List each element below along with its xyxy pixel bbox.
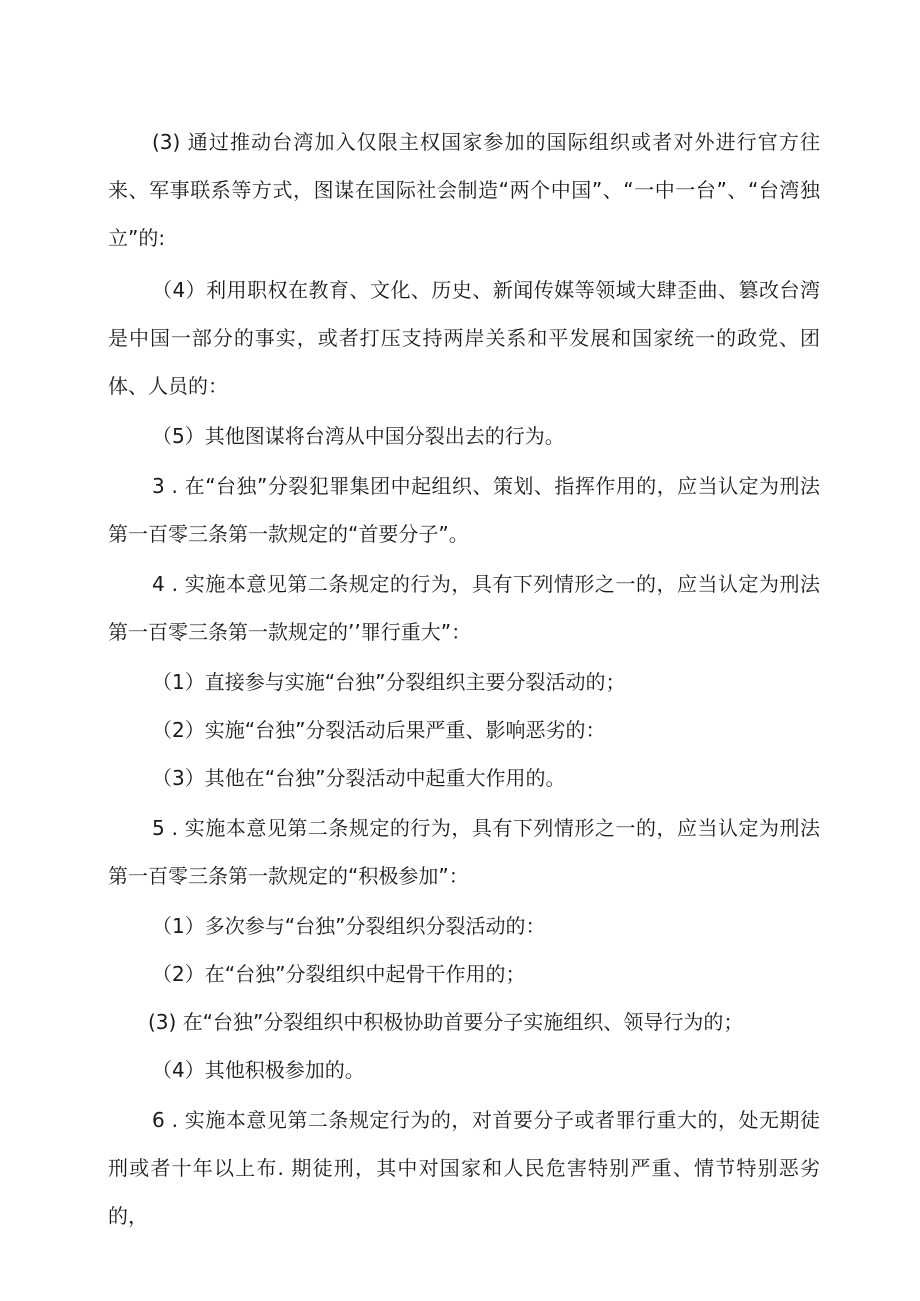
paragraph-5-other-acts: （5）其他图谋将台湾从中国分裂出去的行为。: [152, 424, 565, 448]
paragraph-5-item-3: (3) 在“台独”分裂组织中积极协助首要分子实施组织、领导行为的；: [148, 1010, 744, 1034]
paragraph-article-5: 5 . 实施本意见第二条规定的行为，具有下列情形之一的，应当认定为刑法第一百零三条第一款规定的“积极参加”：: [108, 816, 820, 888]
paragraph-article-6: 6 . 实施本意见第二条规定行为的，对首要分子或者罪行重大的，处无期徒刑或者十年以上布. 期徒刑，其中对国家和人民危害特别严重、情节特别恶劣的，: [108, 1108, 820, 1228]
paragraph-4-item-3: （3）其他在“台独”分裂活动中起重大作用的。: [152, 766, 566, 790]
paragraph-article-4: 4 . 实施本意见第二条规定的行为，具有下列情形之一的，应当认定为刑法第一百零三条第一款规定的’’罪行重大”：: [108, 572, 820, 644]
paragraph-5-item-4: （4）其他积极参加的。: [152, 1058, 365, 1082]
paragraph-5-item-1: （1）多次参与“台独”分裂组织分裂活动的：: [152, 914, 546, 938]
paragraph-4-item-1: （1）直接参与实施“台独”分裂组织主要分裂活动的；: [152, 670, 626, 694]
paragraph-5-item-2: （2）在“台独”分裂组织中起骨干作用的；: [152, 962, 526, 986]
paragraph-4-education: （4）利用职权在教育、文化、历史、新闻传媒等领域大肆歪曲、篡改台湾是中国一部分的事实，或者打压支持两岸关系和平发展和国家统一的政党、团体、人员的：: [108, 278, 820, 398]
paragraph-3-international: (3) 通过推动台湾加入仅限主权国家参加的国际组织或者对外进行官方往来、军事联系等方式，图谋在国际社会制造“两个中国”、“一中一台”、“台湾独立”的:: [108, 130, 820, 250]
paragraph-article-3: 3 . 在“台独”分裂犯罪集团中起组织、策划、指挥作用的，应当认定为刑法第一百零三条第一款规定的“首要分子”。: [108, 474, 820, 546]
paragraph-4-item-2: （2）实施“台独”分裂活动后果严重、影响恶劣的：: [152, 718, 606, 742]
